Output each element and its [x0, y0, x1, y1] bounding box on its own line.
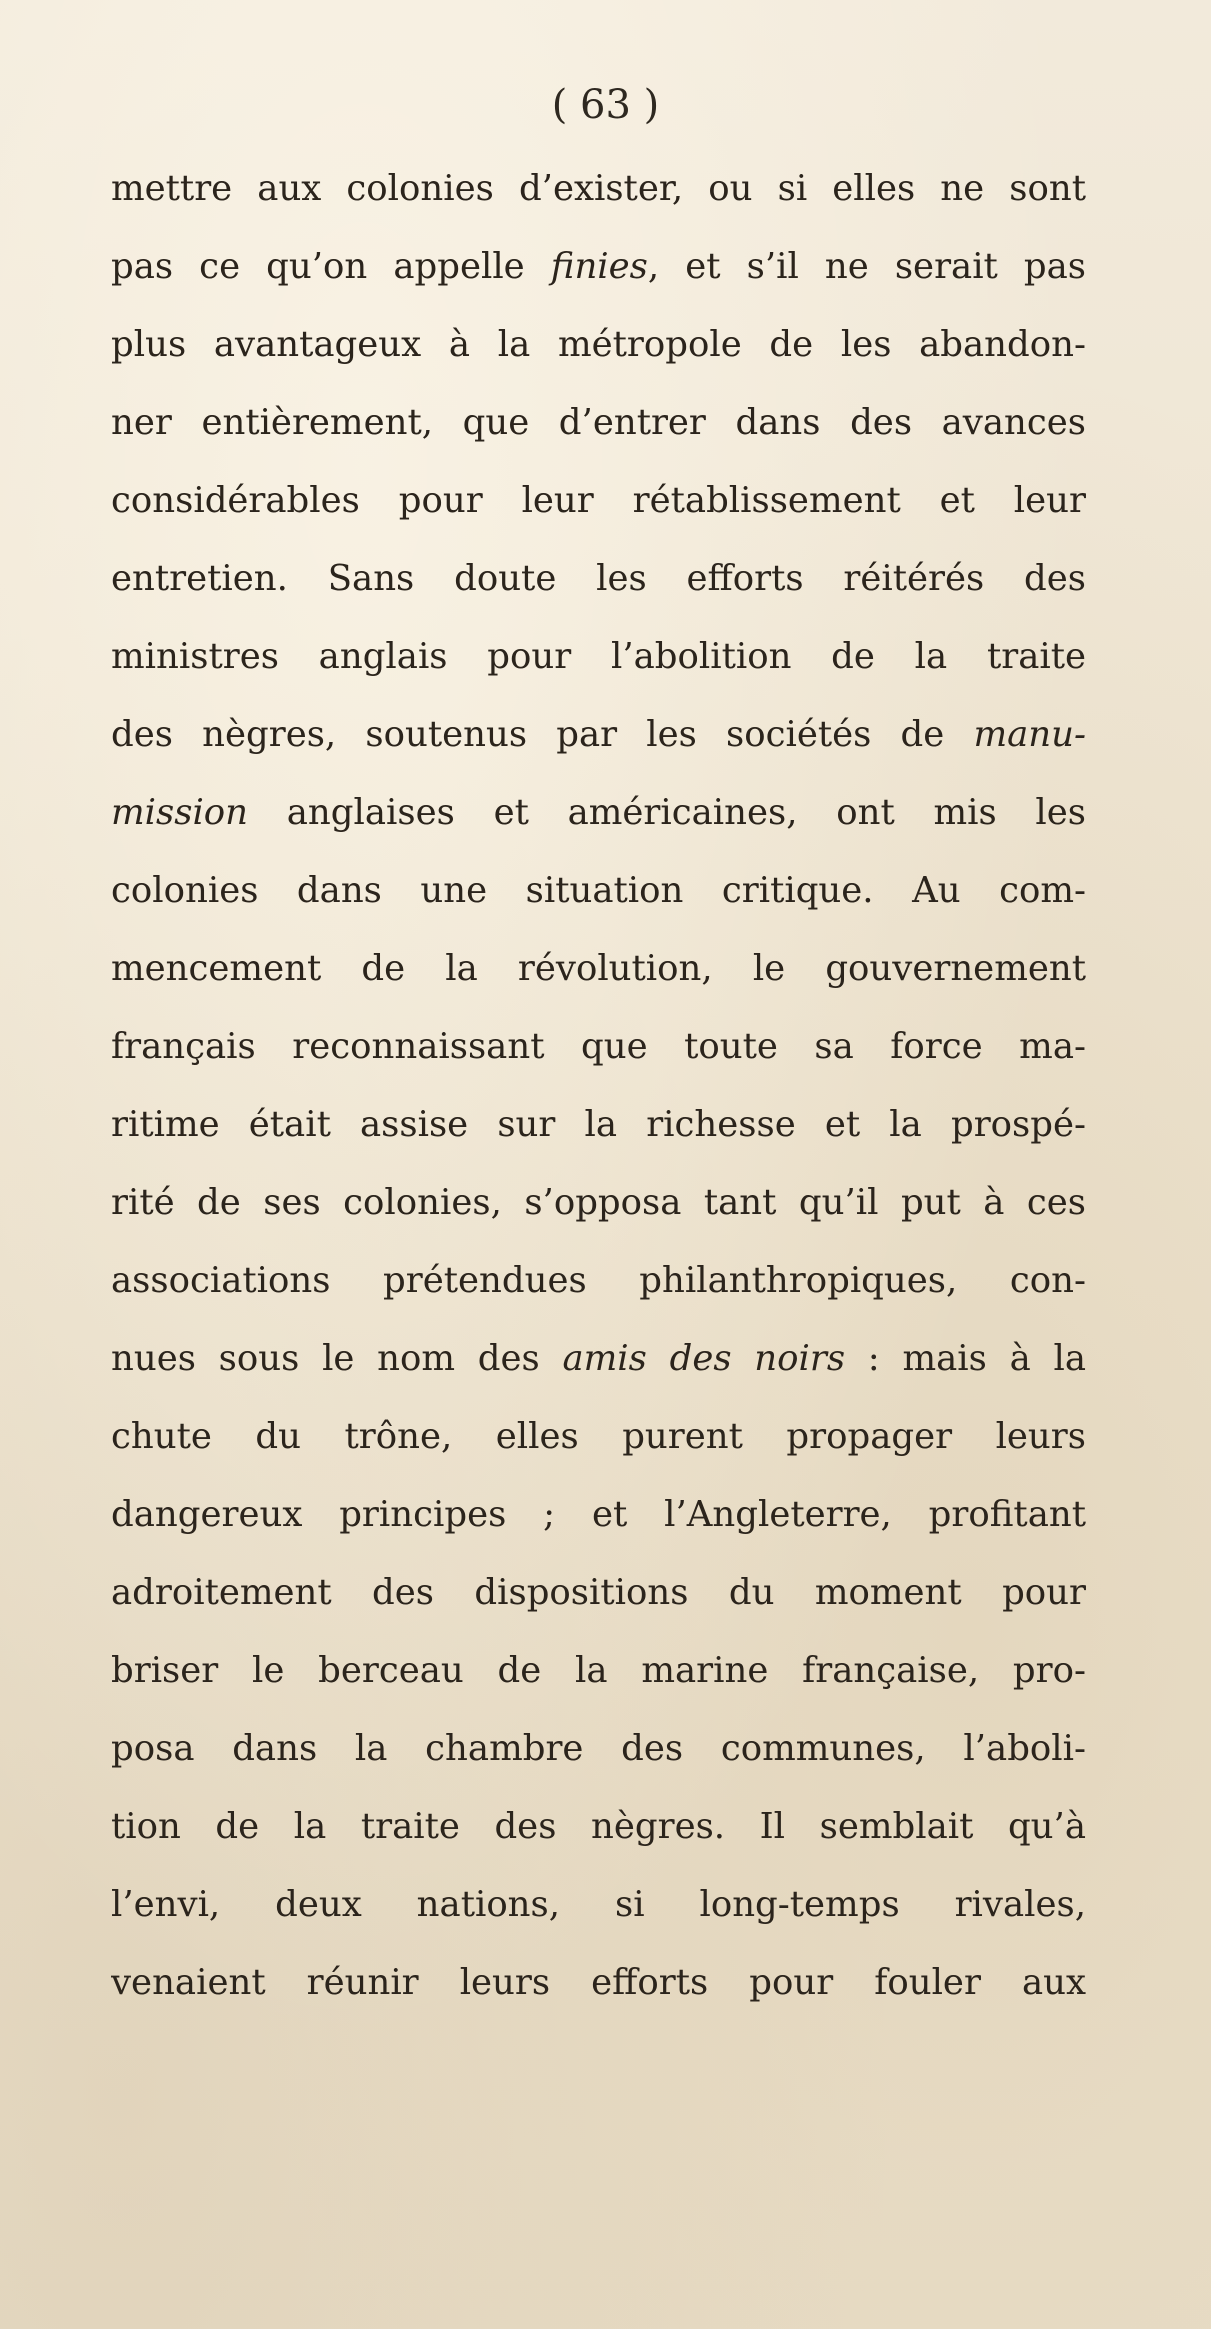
- italic-text: finies: [550, 246, 648, 287]
- text-segment: nues sous le nom des: [111, 1338, 563, 1379]
- text-segment: entretien. Sans doute les efforts réitérés des: [111, 558, 1086, 599]
- text-segment: : mais à la: [845, 1338, 1086, 1379]
- text-segment: l’envi, deux nations, si long-temps rivales,: [111, 1884, 1086, 1925]
- body-text: [111, 150, 1086, 2022]
- text-segment: rité de ses colonies, s’opposa tant qu’il put à ces: [111, 1182, 1086, 1223]
- text-line: [111, 1866, 1086, 1944]
- text-line: [111, 774, 1086, 852]
- text-line: [111, 1554, 1086, 1632]
- text-line: [111, 696, 1086, 774]
- text-line: [111, 618, 1086, 696]
- text-line: [111, 1086, 1086, 1164]
- text-line: [111, 1788, 1086, 1866]
- text-line: [111, 930, 1086, 1008]
- text-segment: mencement de la révolution, le gouvernement: [111, 948, 1086, 989]
- italic-text: mission: [111, 792, 249, 833]
- text-line: [111, 1320, 1086, 1398]
- text-segment: tion de la traite des nègres. Il semblait qu’à: [111, 1806, 1086, 1847]
- text-line: [111, 150, 1086, 228]
- text-line: [111, 306, 1086, 384]
- text-segment: des nègres, soutenus par les sociétés de: [111, 714, 974, 755]
- text-line: [111, 1008, 1086, 1086]
- text-segment: adroitement des dispositions du moment pour: [111, 1572, 1086, 1613]
- text-line: [111, 1242, 1086, 1320]
- text-segment: posa dans la chambre des communes, l’aboli-: [111, 1728, 1086, 1769]
- text-line: [111, 852, 1086, 930]
- text-line: [111, 384, 1086, 462]
- text-segment: ministres anglais pour l’abolition de la traite: [111, 636, 1086, 677]
- text-segment: anglaises et américaines, ont mis les: [248, 792, 1086, 833]
- text-segment: chute du trône, elles purent propager leurs: [111, 1416, 1086, 1457]
- text-line: [111, 1944, 1086, 2022]
- text-segment: ritime était assise sur la richesse et la prospé-: [111, 1104, 1086, 1145]
- text-line: [111, 540, 1086, 618]
- text-segment: pas ce qu’on appelle: [111, 246, 551, 287]
- text-line: [111, 1632, 1086, 1710]
- text-segment: plus avantageux à la métropole de les abandon-: [111, 324, 1086, 365]
- italic-text: amis des noirs: [562, 1338, 846, 1379]
- text-line: [111, 1398, 1086, 1476]
- italic-text: manu-: [973, 714, 1086, 755]
- text-line: [111, 1476, 1086, 1554]
- text-segment: ner entièrement, que d’entrer dans des avances: [111, 402, 1086, 443]
- text-segment: mettre aux colonies d’exister, ou si elles ne sont: [111, 168, 1086, 209]
- text-line: [111, 228, 1086, 306]
- page-number: ( 63 ): [551, 82, 660, 128]
- text-segment: colonies dans une situation critique. Au com-: [111, 870, 1086, 911]
- text-line: [111, 1710, 1086, 1788]
- text-segment: venaient réunir leurs efforts pour fouler aux: [111, 1962, 1086, 2003]
- text-segment: français reconnaissant que toute sa force ma-: [111, 1026, 1086, 1067]
- text-segment: associations prétendues philanthropiques, con-: [111, 1260, 1086, 1301]
- text-segment: dangereux principes ; et l’Angleterre, profitant: [111, 1494, 1086, 1535]
- text-segment: briser le berceau de la marine française, pro-: [111, 1650, 1086, 1691]
- text-segment: , et s’il ne serait pas: [647, 246, 1086, 287]
- text-line: [111, 1164, 1086, 1242]
- text-segment: considérables pour leur rétablissement et leur: [111, 480, 1086, 521]
- text-line: [111, 462, 1086, 540]
